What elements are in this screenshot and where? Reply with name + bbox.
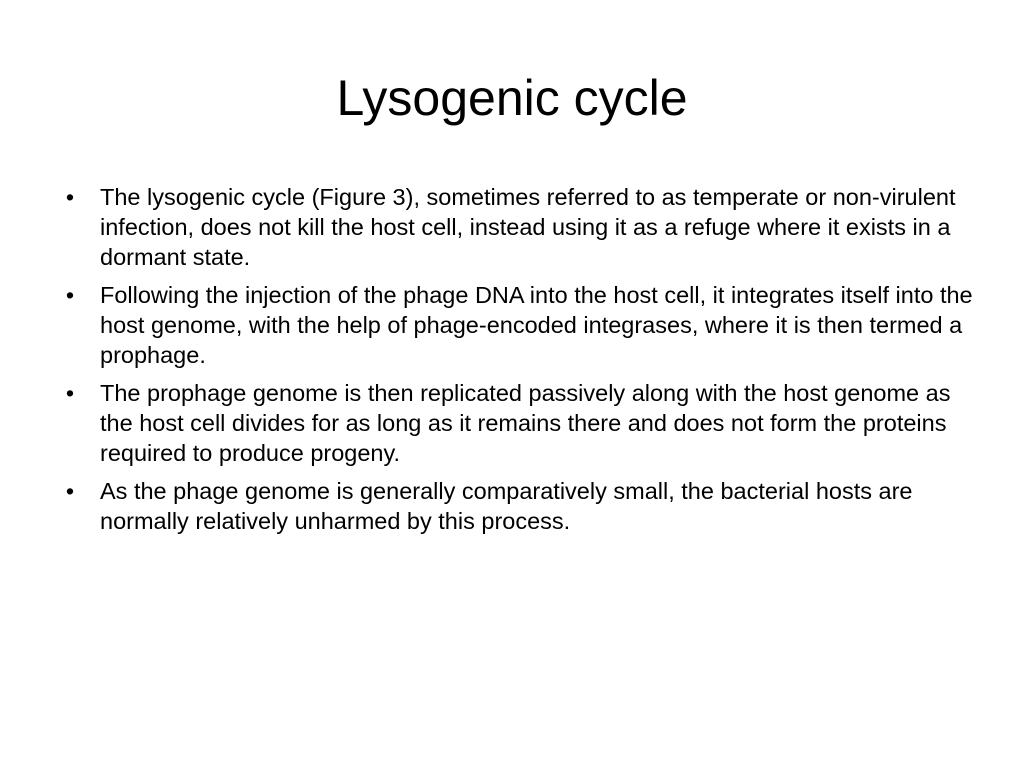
bullet-dot-icon: • [65,184,75,210]
bullet-text: Following the injection of the phage DNA into the host cell, it integrates itself into the host genome, with the help of phage-encoded integrases, where it is then termed a prophage. [100,282,973,368]
bullet-dot-icon: • [65,380,75,406]
slide-title: Lysogenic cycle [336,70,688,126]
bullet-item [58,182,974,272]
bullet-dot-icon: • [65,282,75,308]
bullet-text: As the phage genome is generally comparatively small, the bacterial hosts are normally relatively unharmed by this process. [100,478,913,534]
bullet-item [58,378,974,468]
bullet-item [58,476,974,536]
bullet-text: The prophage genome is then replicated passively along with the host genome as the host cell divides for as long as it remains there and does not form the proteins required to produce progeny. [100,380,951,466]
bullet-text: The lysogenic cycle (Figure 3), sometimes referred to as temperate or non-virulent infection, does not kill the host cell, instead using it as a refuge where it exists in a dormant state. [100,184,956,270]
bullet-dot-icon: • [65,478,75,504]
bullet-item [58,280,974,370]
bullet-list [58,182,974,544]
